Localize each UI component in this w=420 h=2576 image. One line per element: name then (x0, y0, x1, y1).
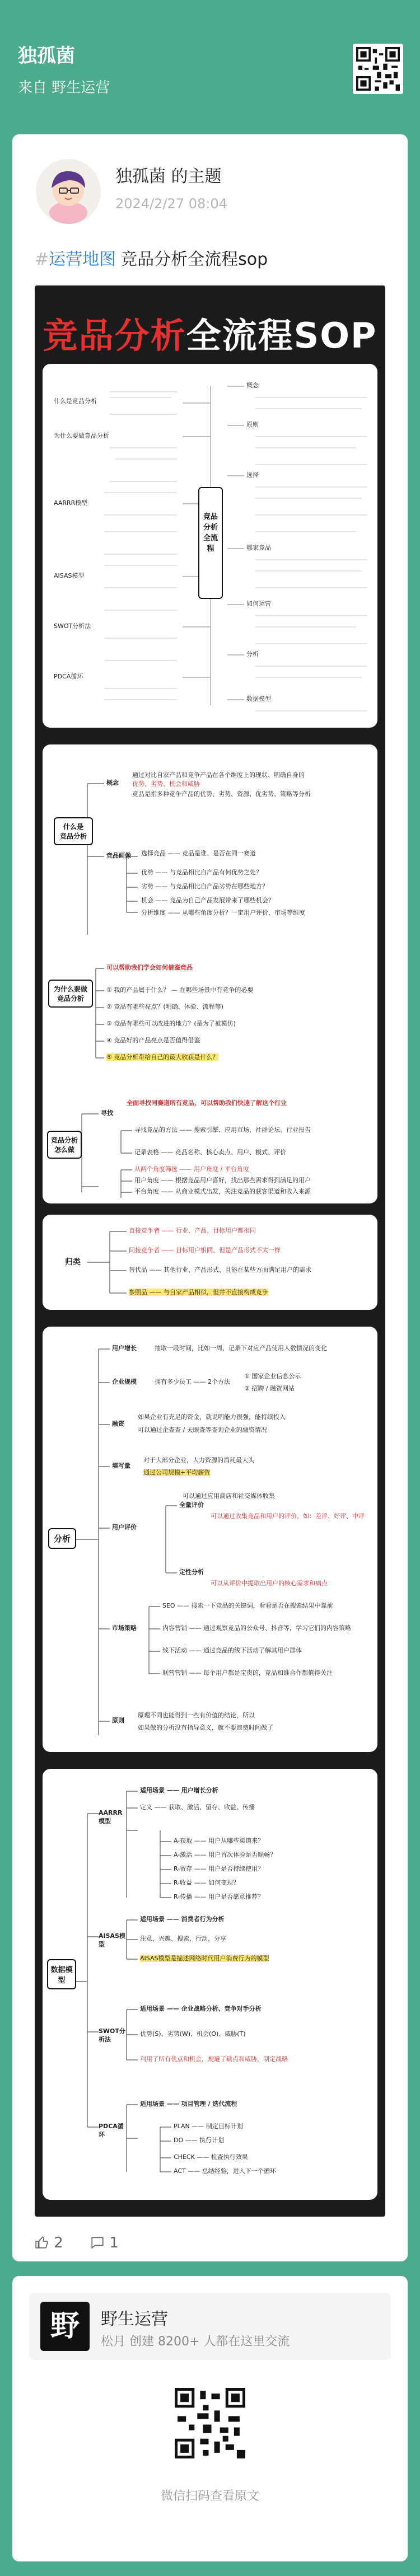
m1d: A-激活 —— 用户首次体验是否顺畅？ (174, 1851, 277, 1858)
comment-count: 1 (109, 2235, 119, 2251)
m1g: R-传播 —— 用户是否愿意推荐？ (174, 1893, 264, 1900)
find-5: 平台角度 —— 从商业模式出发，关注竞品的获客渠道和收入来源 (134, 1188, 311, 1195)
g6a: SEO —— 搜索一下竞品的关键词，看看是否在搜索结果中靠前 (162, 1602, 333, 1609)
g6c: 线下活动 —— 通过竞品的线下活动了解其用户群体 (162, 1647, 302, 1654)
m1a: 适用场景 —— 用户增长分析 (140, 1787, 218, 1794)
worse-node: 劣势 —— 与竞品相比自产品劣势在哪些地方？ (141, 883, 268, 890)
panel3-connectors (43, 1769, 377, 2200)
g1a: 抽取一段时间，比如一周、记录下对应产品使用人数情况的变化 (155, 1345, 327, 1352)
m1e: R-留存 —— 用户是否持续使用？ (174, 1865, 264, 1872)
group-name: 野生运营 (101, 2310, 168, 2329)
m3c: 利用了所有优点和机会，规避了缺点和威胁，制定战略 (140, 2055, 288, 2063)
block-how: 竞品分析 怎么做 (47, 1131, 82, 1159)
author-name: 独孤菌 (18, 45, 75, 67)
overview-right-6: 数据模型 (246, 695, 271, 702)
g7b: 如果做的分析没有指导意义，就不要浪费时间做了 (138, 1724, 273, 1731)
m3b: 优势(S)、劣势(W)、机会(O)、威胁(T) (140, 2030, 246, 2038)
avatar[interactable] (35, 158, 102, 225)
topic-main: 归类 (65, 1258, 81, 1267)
section-panel-1b (43, 1215, 377, 1310)
source-name: 野生运营 (52, 79, 110, 96)
m4: PDCA循环 (99, 2123, 124, 2138)
overview-right-4: 如何运营 (246, 600, 271, 607)
g3b: 可以通过企查查 / 天眼查等查询企业的融资情况 (138, 1426, 267, 1434)
concept-text-3: 竞品是指多种竞争产品的优势、劣势、资源、优劣势、策略等分析 (132, 790, 311, 798)
reaction-bar (35, 2235, 141, 2251)
m3a: 适用场景 —— 企业战略分析、竞争对手分析 (140, 2005, 262, 2012)
find-3: 从两个角度筛选 —— 用户角度 / 平台角度 (134, 1165, 249, 1173)
why-5: ⑤ 竞品分析带给自己的最大收获是什么？ (106, 1053, 219, 1061)
post-title (35, 245, 268, 270)
m4e: ACT —— 总结经验，进入下一个循环 (174, 2167, 276, 2175)
g5c: 可以通过收集竞品和用户的评价，如：差评、好评、中评 (211, 1512, 365, 1520)
comment-icon (90, 2235, 105, 2250)
qr-code-icon[interactable] (353, 44, 403, 94)
overview-panel (43, 364, 377, 728)
m2: AISAS模型 (99, 1932, 125, 1948)
why-head: 可以帮助我们学会如何借鉴竞品 (106, 964, 193, 971)
find-1: 寻找竞品的方法 —— 搜索引擎、应用市场、社群论坛、行业报告 (134, 1126, 311, 1134)
g3a: 如果企业有充足的资金，就说明能力很强，能持续投入 (138, 1413, 286, 1421)
poster-title-red: 竞品分析 (43, 315, 186, 356)
g5: 用户评价 (112, 1524, 137, 1531)
g2a: 拥有多少员工 —— 2个方法 (155, 1378, 230, 1385)
overview-left-2: AARRR模型 (54, 499, 88, 507)
m4c: DO —— 执行计划 (174, 2137, 225, 2144)
pro-node: 优势 —— 与竞品相比自产品有何优势之处？ (141, 869, 262, 876)
post-author-title[interactable]: 独孤菌 的主题 (115, 167, 222, 186)
hashtag-symbol: # (35, 250, 49, 269)
g4a: 对于大部分企业，人力资源的消耗最大头 (143, 1456, 254, 1464)
section-panel-2 (43, 1327, 377, 1752)
g7: 原则 (112, 1717, 124, 1724)
source-line (18, 76, 110, 97)
g5e: 可以从评价中提取出用户的核心需求和痛点 (211, 1580, 328, 1587)
section-panel-1 (43, 744, 377, 1203)
overview-right-2: 选择 (246, 471, 259, 479)
g4: 填写量 (112, 1462, 130, 1469)
post-card (12, 134, 408, 2261)
analysis-center: 分析 (48, 1528, 76, 1549)
m4b: PLAN —— 制定目标计划 (174, 2123, 243, 2130)
topic-1: 直接竞争者 —— 行业、产品、目标用户都相同 (129, 1227, 256, 1234)
g6d: 联营营销 —— 每个用户都是宝贵的，竞品和谁合作都值得关注 (162, 1669, 333, 1676)
g1: 用户增长 (112, 1345, 137, 1352)
g5d: 定性分析 (179, 1568, 204, 1576)
concept-text-2: 优势、劣势、机会和威胁 (132, 780, 200, 788)
group-footer-card (12, 2276, 408, 2561)
g2b: ① 国家企业信息公示 (244, 1373, 301, 1380)
m1c: A-获取 —— 用户从哪些渠道来？ (174, 1837, 264, 1844)
find-2: 记录表格 —— 竞品名称、核心卖点、用户、模式、评价 (134, 1149, 286, 1156)
why-4: ④ 竞品好的产品亮点是否值得借鉴 (106, 1037, 200, 1044)
g2: 企业规模 (112, 1378, 137, 1385)
source-prefix: 来自 (18, 79, 48, 96)
group-logo: 野 (40, 2302, 90, 2351)
overview-left-4: SWOT分析法 (54, 622, 91, 630)
find-label: 寻找 (101, 1109, 113, 1117)
why-2: ② 竞品有哪些亮点？(明确、体验、流程等) (106, 1003, 223, 1010)
concept-label: 概念 (106, 779, 119, 786)
group-meta: 松月 创建 8200+ 人都在这里交流 (101, 2335, 290, 2349)
topic-3: 替代品 —— 其他行业、产品形式、且能在某些方面满足用户的需求 (129, 1266, 311, 1273)
g7a: 原理不同也能得到一些有价值的结论，所以 (138, 1712, 255, 1719)
m4d: CHECK —— 检查执行效果 (174, 2153, 248, 2161)
g6b: 内容营销 —— 通过观察竞品的公众号、抖音等，学习它们的内容策略 (162, 1624, 351, 1632)
poster-title-white: 全流程SOP (186, 315, 377, 356)
g6: 市场策略 (112, 1624, 137, 1632)
m2c: AISAS模型是描述网络时代用户消费行为的模型 (140, 1955, 269, 1962)
overview-left-5: PDCA循环 (54, 673, 83, 680)
mindmap-poster[interactable] (35, 285, 385, 2217)
block-why: 为什么要做 竞品分析 (48, 980, 93, 1008)
overview-left-3: AISAS模型 (54, 572, 85, 579)
m2a: 适用场景 —— 消费者行为分析 (140, 1915, 225, 1923)
define-node: 选择竞品 —— 竞品是谁、是否在同一赛道 (141, 850, 256, 857)
g5b: 全量评价 (179, 1501, 204, 1509)
g4b: 通过公司规模+平均薪资 (143, 1469, 211, 1476)
like-count: 2 (54, 2235, 63, 2251)
overview-right-3: 哪家竞品 (246, 544, 271, 551)
panel2-connectors (43, 1327, 377, 1752)
topic-2: 间接竞争者 —— 目标用户相同、但是产品形式不太一样 (129, 1247, 281, 1254)
g2c: ② 招聘 / 融资网站 (244, 1385, 295, 1392)
topic-4: 参照品 —— 与自家产品相似，但并不直接构成竞争 (129, 1289, 268, 1296)
post-date: 2024/2/27 08:04 (115, 196, 227, 212)
comment-button[interactable] (90, 2235, 119, 2251)
section-panel-3 (43, 1769, 377, 2200)
panel1-connectors (43, 744, 377, 1203)
g5a: 可以通过应用商店和社交媒体收集 (183, 1492, 275, 1500)
like-button[interactable] (35, 2235, 68, 2251)
chance-node: 机会 —— 竞品为自己产品发展带来了哪些机会？ (141, 897, 274, 904)
overview-right-5: 分析 (246, 650, 259, 658)
m2b: 注意、兴趣、搜索、行动、分享 (140, 1935, 226, 1942)
why-1: ① 我的产品属于什么？ — 在哪些场景中有竞争的必要 (106, 986, 254, 994)
block-what: 什么是 竞品分析 (54, 817, 93, 845)
thumbs-up-icon (35, 2235, 49, 2250)
why-3: ③ 竞品有哪些可以改进的地方？(是为了被模仿) (106, 1020, 236, 1027)
m4a: 适用场景 —— 项目管理 / 迭代流程 (140, 2100, 237, 2107)
overview-center: 竞品分析全流程 (198, 487, 223, 599)
overview-left-1: 为什么要做竞品分析 (54, 432, 109, 439)
post-tag-link[interactable]: 运营地图 (49, 250, 116, 269)
find-head: 全面寻找同赛道所有竞品，可以帮助我们快速了解这个行业 (127, 1099, 287, 1107)
post-title-text: 竞品分析全流程sop (120, 250, 268, 269)
m1b: 定义 —— 获取、激活、留存、收益、传播 (140, 1804, 255, 1811)
overview-right-1: 原则 (246, 421, 259, 428)
poster-title (35, 308, 385, 358)
share-qr-code-icon[interactable] (175, 2388, 245, 2458)
scan-hint: 微信扫码查看原文 (160, 2489, 259, 2503)
overview-left-0: 什么是竞品分析 (54, 397, 97, 405)
g3: 融资 (112, 1420, 124, 1427)
model-center: 数据模型 (47, 1959, 76, 1989)
find-4: 用户角度 —— 根据竞品用户喜好，找出那些需求得到满足的用户 (134, 1177, 311, 1184)
m1: AARRR模型 (99, 1809, 123, 1825)
overview-right-0: 概念 (246, 382, 259, 389)
concept-text-1: 通过对比自家产品和竞争产品在各个维度上的现状、明确自身的 (132, 771, 305, 779)
threat-node: 分析维度 —— 从哪些角度分析？一定用户评价，市场等维度 (141, 909, 305, 916)
group-info[interactable] (29, 2293, 391, 2360)
page-header (0, 0, 420, 112)
m1f: R-收益 —— 如何变现？ (174, 1879, 240, 1886)
fund-label: 竞品画像 (106, 852, 131, 859)
m3: SWOT分析法 (99, 2027, 125, 2043)
